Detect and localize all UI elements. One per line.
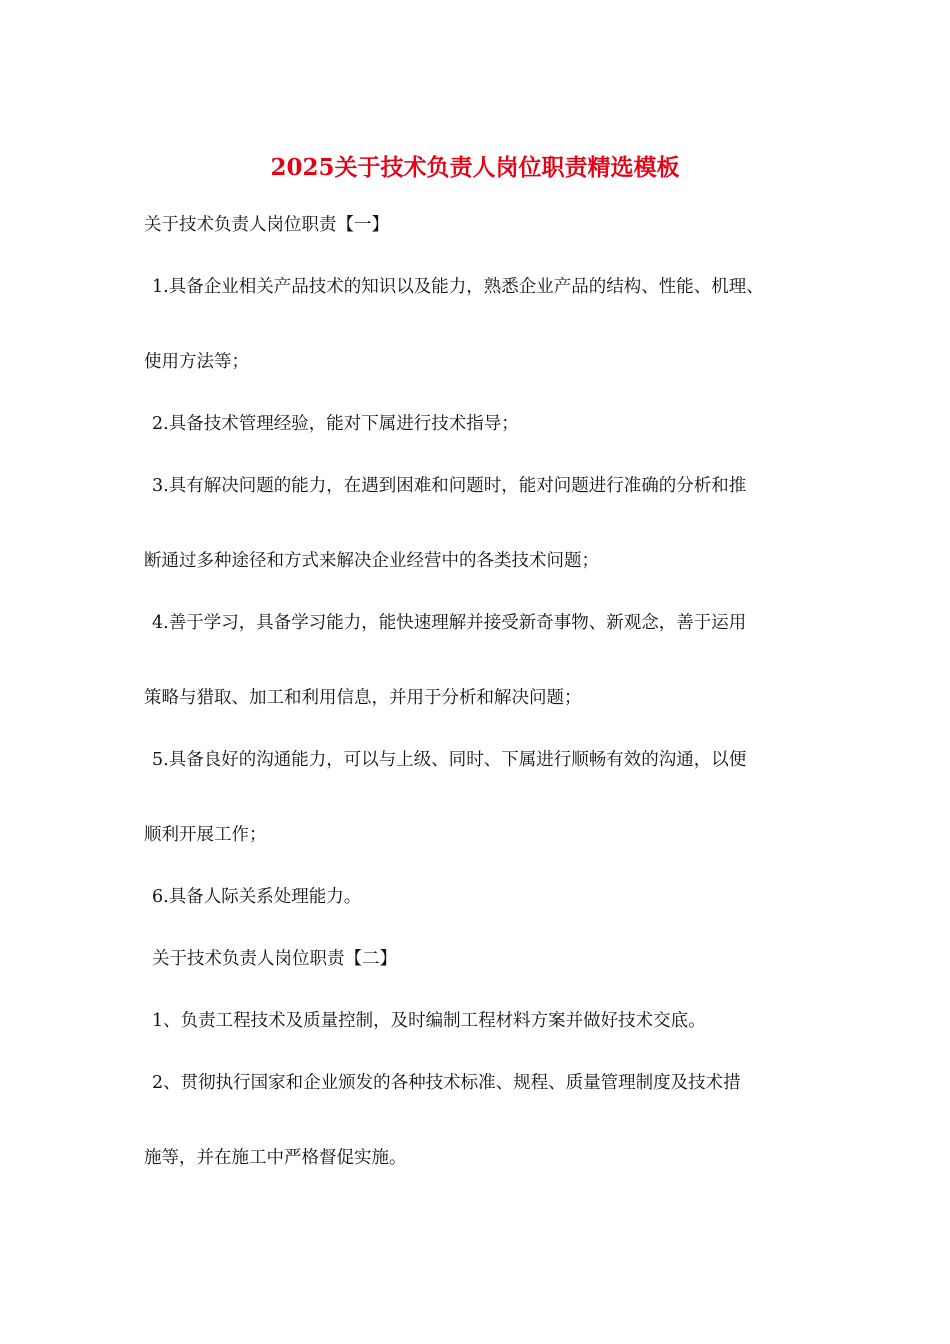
list-item-1-3 [152, 472, 746, 500]
section-heading-1: 关于技术负责人岗位职责【一】 [144, 215, 389, 235]
item-number: 2、 [152, 1073, 181, 1093]
document-title: 2025关于技术负责人岗位职责精选模板 [270, 154, 680, 181]
item-text: 具备人际关系处理能力。 [168, 887, 362, 907]
list-item-1-4 [152, 609, 746, 637]
item-number: 2. [152, 414, 169, 434]
item-text: 贯彻执行国家和企业颁发的各种技术标准、规程、质量管理制度及技术措 [180, 1073, 741, 1093]
list-item-2-1 [152, 1007, 706, 1035]
item-number: 4. [152, 613, 169, 633]
item-text: 具备良好的沟通能力，可以与上级、同时、下属进行顺畅有效的沟通，以便 [168, 750, 747, 770]
item-number: 1. [152, 277, 169, 297]
list-item-1-2 [152, 410, 519, 438]
list-item-1-3-cont: 断通过多种途径和方式来解决企业经营中的各类技术问题； [144, 551, 599, 571]
list-item-1-5-cont: 顺利开展工作； [144, 825, 267, 845]
item-text: 善于学习，具备学习能力，能快速理解并接受新奇事物、新观念，善于运用 [168, 613, 747, 633]
item-text: 负责工程技术及质量控制，及时编制工程材料方案并做好技术交底。 [180, 1011, 706, 1031]
item-text: 具备企业相关产品技术的知识以及能力，熟悉企业产品的结构、性能、机理、 [168, 277, 764, 297]
item-number: 5. [152, 750, 169, 770]
item-text: 具备技术管理经验，能对下属进行技术指导； [168, 414, 519, 434]
list-item-1-1-cont: 使用方法等； [144, 352, 249, 372]
item-text: 具有解决问题的能力，在遇到困难和问题时，能对问题进行准确的分析和推 [168, 476, 747, 496]
list-item-1-5 [152, 746, 746, 774]
list-item-1-6 [152, 883, 361, 911]
section-heading-2: 关于技术负责人岗位职责【二】 [152, 949, 397, 969]
list-item-2-2 [152, 1069, 741, 1097]
item-number: 6. [152, 887, 169, 907]
list-item-1-1 [152, 273, 764, 301]
item-number: 3. [152, 476, 169, 496]
item-number: 1、 [152, 1011, 181, 1031]
list-item-2-2-cont: 施等，并在施工中严格督促实施。 [144, 1148, 407, 1168]
list-item-1-4-cont: 策略与猎取、加工和利用信息，并用于分析和解决问题； [144, 688, 582, 708]
